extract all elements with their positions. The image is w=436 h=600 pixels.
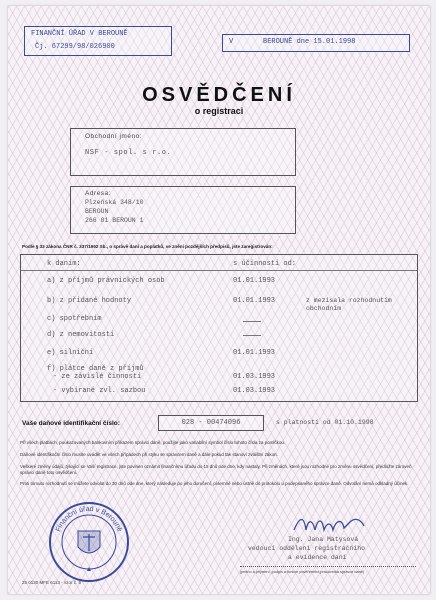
company-box: [70, 128, 296, 176]
table-row-label: a) z příjmů právnických osob: [47, 277, 165, 285]
paragraph-tax-id-usage: Daňové identifikační číslo musíte uvádět ve všech případech při styku se správcem daně a dále pokud tak stanoví zvláštní zákon.: [20, 452, 278, 457]
company-name: NSF - spol. s r.o.: [85, 149, 172, 157]
signature-name: Ing. Jana Matysová: [288, 536, 359, 543]
paragraph-changes: Veškeré změny údajů, týkající se Vaší registrace, jste povinen oznámit finančnímu úřadu do 15 dnů ode dne, kdy nastaly. Při změnách, které jsou rozhodné pro změnu osvědčení, předložte zároveň správci daně toto osvědčení.: [20, 464, 412, 475]
office-stamp-reference: Čj. 67299/98/026900: [35, 43, 115, 51]
date-stamp: [222, 34, 410, 52]
table-header-rule: [21, 270, 417, 271]
signature-rule: [240, 566, 416, 567]
table-row-date: 01.01.1993: [233, 297, 276, 305]
registration-table: [20, 254, 418, 402]
table-row-label: - vybírané zvl. sazbou: [53, 387, 146, 395]
seal-text: Finanční úřad v Berouně: [54, 505, 124, 533]
company-label: Obchodní jméno:: [85, 133, 143, 140]
table-row-label: - ze závislé činnosti: [53, 373, 142, 381]
table-row-dash: [243, 335, 261, 336]
table-row-date: 01.01.1993: [233, 349, 276, 357]
paragraph-appeal: Proti tomuto rozhodnutí se můžete odvolat do 30 dnů ode dne, který následuje po jeho doručení, písemně nebo ústně do protokolu u podepsaného správce daně. Odvolání nemá odkladný účinek.: [20, 481, 409, 486]
address-line-1: Plzeňská 348/10: [85, 199, 144, 206]
date-stamp-place-date: BEROUNĚ dne 15.01.1998: [263, 38, 356, 46]
signature-role-line-1: vedoucí oddělení registračního: [248, 545, 366, 552]
office-stamp-name: FINANČNÍ ÚŘAD V BEROUNĚ: [31, 30, 128, 38]
address-line-3: 266 01 BEROUN 1: [85, 217, 144, 224]
table-row-label: d) z nemovitostí: [47, 331, 115, 339]
table-header-taxes: k daním:: [47, 260, 81, 268]
footer-form-code: 25 0130 MFE 6113 - vzor č. 5: [22, 580, 81, 585]
table-header-effective: s účinností od:: [233, 260, 297, 268]
table-row-label: c) spotřebním: [47, 315, 102, 323]
address-label: Adresa:: [85, 190, 111, 197]
table-row-date: 01.03.1993: [233, 373, 276, 381]
official-seal: [48, 501, 130, 583]
table-row-date: 01.01.1993: [233, 277, 276, 285]
document-title: OSVĚDČENÍ: [142, 84, 296, 106]
tax-id-label: Vaše daňové identifikační číslo:: [22, 420, 120, 427]
certificate-page: [8, 6, 430, 594]
table-row-dash: [243, 321, 261, 322]
date-stamp-roman: V: [229, 38, 234, 46]
paragraph-variable-symbol: Při všech platbách, poukazovaných bankovním příkazem správci daně, použijte jako variabilní symbol číslo tohoto čísla za pomlčkou.: [20, 440, 286, 445]
tax-id-valid-from: s platností od 01.10.1998: [276, 419, 374, 426]
footer-signature-caption: (jméno a příjmení, podpis a funkce pověřeného pracovníka správce daně): [240, 570, 365, 574]
legal-reference: Podle § 33 zákona ČNR č. 337/1992 Sb., o správě daní a poplatků, ve znění pozdějších předpisů, jste zaregistrován:: [22, 244, 273, 249]
address-line-2: BEROUN: [85, 208, 109, 215]
address-box: [70, 186, 296, 234]
table-row-date: 01.03.1993: [233, 387, 276, 395]
document-subtitle: o registraci: [194, 106, 244, 116]
table-row-label: b) z přidané hodnoty: [47, 297, 132, 305]
tax-id-value: 028 - 00474096: [158, 415, 264, 431]
table-row-note: z mezisala rozhodnutím obchodním: [306, 297, 392, 312]
table-row-label: e) silniční: [47, 349, 94, 357]
table-row-label: f) plátce daně z příjmů: [47, 365, 144, 373]
signature-scribble: [290, 510, 370, 538]
signature-role-line-2: a evidence daní: [288, 554, 347, 561]
office-stamp: [24, 26, 172, 56]
